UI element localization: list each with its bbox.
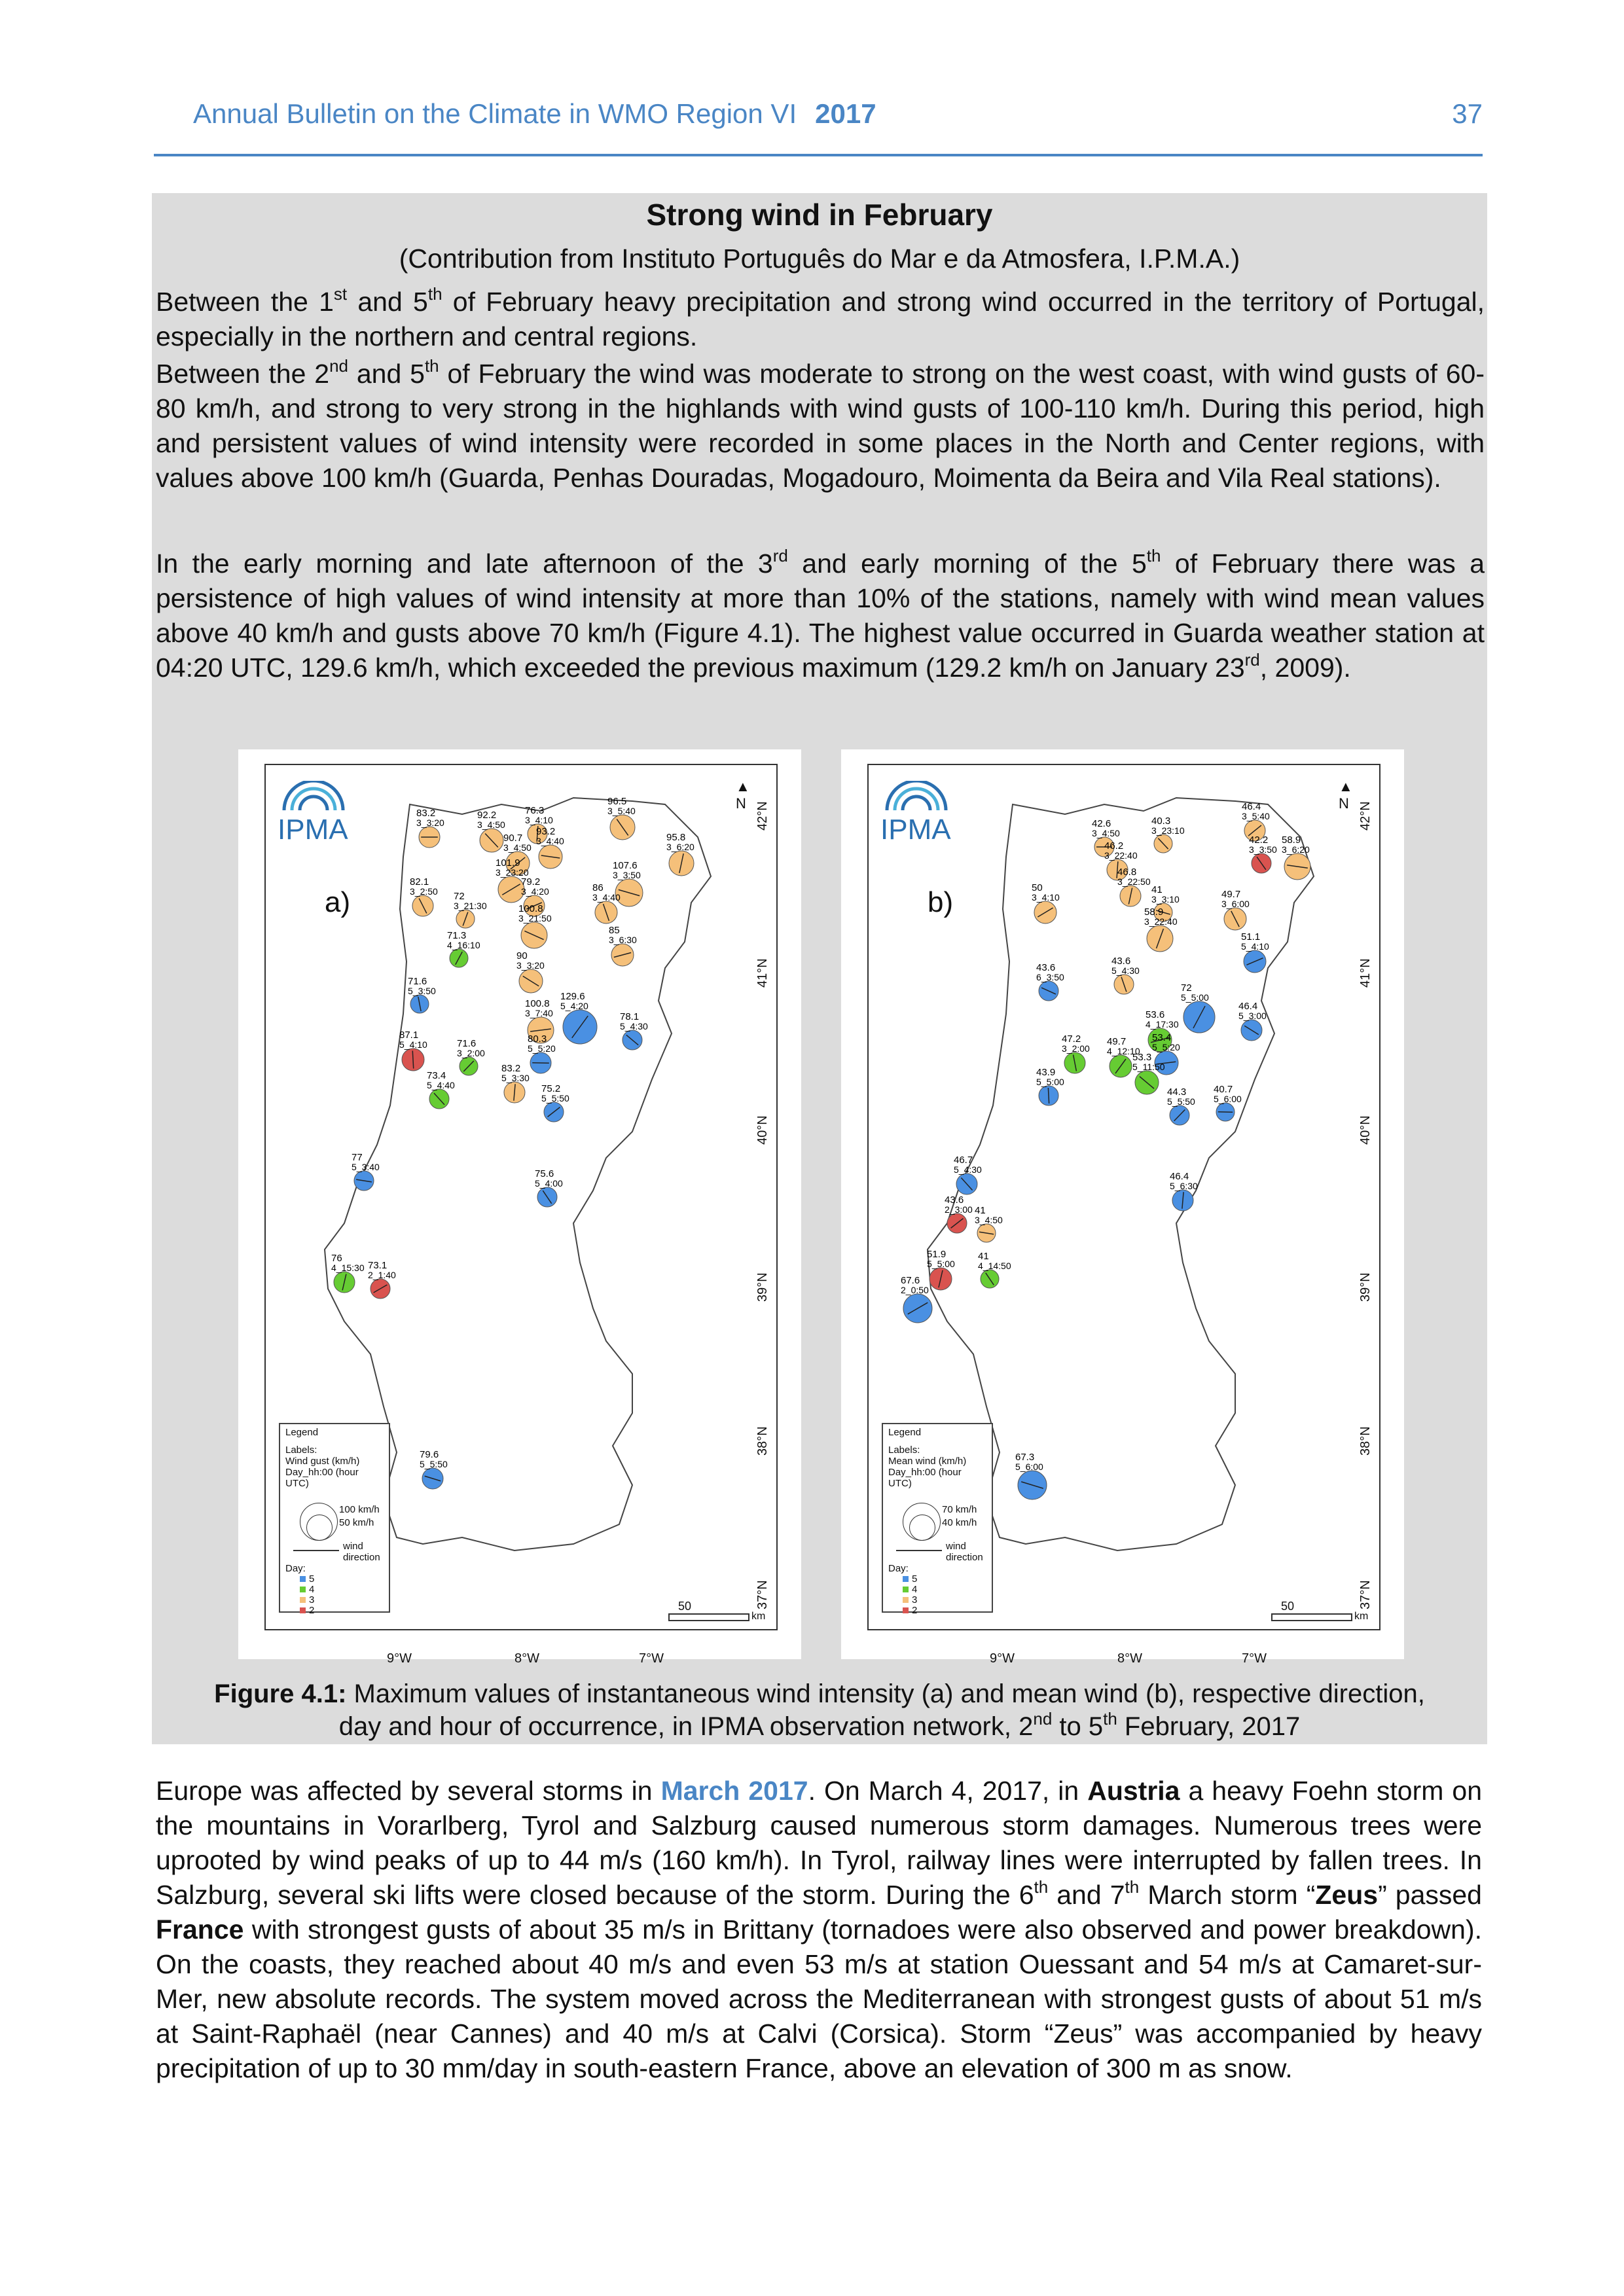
station-value-label: 80.3 — [528, 1033, 547, 1045]
station-time-label: 5_11:50 — [1132, 1062, 1165, 1072]
station-value-label: 83.2 — [501, 1063, 521, 1074]
station-time-label: 4_15:30 — [331, 1263, 365, 1273]
station-time-label: 2_1:40 — [368, 1270, 396, 1280]
station-value-label: 76.3 — [525, 805, 545, 816]
station-value-label: 40.7 — [1214, 1084, 1233, 1095]
station-time-label: 3_2:00 — [457, 1048, 485, 1058]
box-paragraph-2: Between the 2nd and 5th of February the wind was moderate to strong on the west coast, with wind gusts of 60-80 km/h, and strong to very strong in the highlands with wind gusts of 100-110 km/h. During this period, high and persistent values of wind intensity were recorded in some places in the North and Center regions, with values above 100 km/h (Guarda, Penhas Douradas, Mogadouro, Moimenta da Beira and Vila Real stations). — [156, 356, 1485, 493]
station-time-label: 4_16:10 — [447, 940, 480, 950]
station-value-label: 46.8 — [1117, 867, 1137, 878]
station-time-label: 5_5:20 — [1152, 1042, 1180, 1052]
station-time-label: 3_6:00 — [1221, 899, 1250, 909]
station-time-label: 3_6:30 — [609, 935, 637, 945]
station-value-label: 101.9 — [496, 857, 520, 869]
station-time-label: 5_3:00 — [1238, 1011, 1267, 1021]
header-title: Annual Bulletin on the Climate in WMO Region VI 2017 — [193, 98, 876, 129]
scale-unit: km — [1354, 1611, 1369, 1622]
ipma-logo-arcs — [278, 781, 350, 814]
station-time-label: 5_5:20 — [528, 1043, 556, 1054]
station-value-label: 71.3 — [447, 930, 467, 941]
figure-caption: Figure 4.1: Maximum values of instantaneous wind intensity (a) and mean wind (b), respective direction, day and hour of occurrence, in IPMA observation network, 2nd to 5th February, 2017 — [214, 1679, 1425, 1741]
map-figure-a — [238, 749, 801, 1666]
station-time-label: 3_4:50 — [477, 819, 505, 830]
station-time-label: 2_3:00 — [945, 1204, 973, 1215]
station-value-label: 51.9 — [927, 1249, 947, 1260]
station-time-label: 3_22:40 — [1104, 850, 1138, 861]
station-time-label: 6_3:50 — [1036, 972, 1064, 982]
lon-label: 8°W — [1117, 1651, 1142, 1666]
station-time-label: 5_4:10 — [1241, 941, 1269, 952]
ipma-logo-text: IPMA — [278, 814, 348, 846]
map-legend: Legend Labels: Wind gust (km/h) Day_hh:00 (hour UTC) 100 km/h 50 km/h wind direction Day: 5 4 3 2 — [279, 1423, 390, 1613]
station-time-label: 3_3:10 — [1151, 894, 1180, 905]
station-time-label: 5_6:00 — [1015, 1462, 1043, 1472]
lat-label: 42°N — [755, 801, 770, 831]
scale-value: 50 — [678, 1600, 692, 1613]
station-value-label: 43.9 — [1036, 1067, 1056, 1078]
lat-label: 37°N — [755, 1580, 770, 1609]
station-value-label: 100.8 — [525, 998, 550, 1009]
station-time-label: 5_5:00 — [927, 1259, 955, 1269]
station-time-label: 4_14:50 — [978, 1261, 1011, 1271]
station-time-label: 3_2:00 — [1062, 1043, 1090, 1054]
lat-label: 39°N — [755, 1272, 770, 1302]
station-value-label: 73.1 — [368, 1260, 388, 1271]
station-time-label: 5_5:50 — [420, 1459, 448, 1469]
station-time-label: 5_4:30 — [620, 1021, 648, 1031]
page-header — [154, 92, 1483, 157]
header-year: 2017 — [815, 98, 876, 129]
station-value-label: 92.2 — [477, 810, 497, 821]
lat-label: 40°N — [755, 1115, 770, 1145]
station-time-label: 3_21:30 — [454, 901, 487, 911]
station-value-label: 72 — [454, 891, 465, 902]
station-value-label: 44.3 — [1167, 1086, 1187, 1098]
station-time-label: 5_5:50 — [1167, 1096, 1195, 1107]
station-value-label: 93.2 — [536, 826, 556, 837]
station-value-label: 42.2 — [1249, 834, 1269, 846]
station-value-label: 43.6 — [1036, 962, 1056, 973]
lon-label: 9°W — [387, 1651, 412, 1666]
station-time-label: 5_4:10 — [399, 1039, 427, 1050]
lat-label: 40°N — [1358, 1115, 1373, 1145]
station-value-label: 58.9 — [1282, 834, 1301, 846]
station-value-label: 47.2 — [1062, 1033, 1081, 1045]
scale-bar — [1271, 1613, 1352, 1621]
station-time-label: 5_4:40 — [427, 1080, 455, 1090]
panel-letter: b) — [928, 886, 954, 918]
station-value-label: 79.2 — [521, 876, 541, 888]
station-value-label: 67.6 — [901, 1275, 920, 1286]
station-value-label: 75.2 — [541, 1083, 561, 1094]
box-title: Strong wind in February — [646, 198, 993, 232]
station-value-label: 46.7 — [954, 1155, 973, 1166]
station-time-label: 5_3:40 — [352, 1162, 380, 1172]
feature-box — [152, 193, 1487, 1744]
station-value-label: 83.2 — [416, 808, 436, 819]
station-value-label: 76 — [331, 1253, 342, 1264]
station-value-label: 87.1 — [399, 1030, 419, 1041]
box-paragraph-1: Between the 1st and 5th of February heavy precipitation and strong wind occurred in the territory of Portugal, especially in the northern and central regions. — [156, 284, 1485, 351]
lat-label: 39°N — [1358, 1272, 1373, 1302]
station-time-label: 5_4:20 — [560, 1001, 588, 1011]
station-time-label: 5_6:00 — [1214, 1094, 1242, 1104]
lat-label: 42°N — [1358, 801, 1373, 831]
station-value-label: 129.6 — [560, 991, 585, 1002]
station-time-label: 3_6:20 — [1282, 844, 1310, 855]
station-time-label: 3_22:40 — [1144, 916, 1178, 927]
station-time-label: 5_4:00 — [535, 1178, 563, 1189]
station-time-label: 3_4:10 — [1032, 892, 1060, 903]
ipma-logo — [880, 781, 952, 846]
scale-bar — [668, 1613, 749, 1621]
scale-value: 50 — [1281, 1600, 1295, 1613]
station-value-label: 43.6 — [1111, 956, 1131, 967]
station-value-label: 49.7 — [1221, 889, 1241, 900]
lat-label: 38°N — [1358, 1426, 1373, 1456]
station-time-label: 3_5:40 — [607, 806, 636, 816]
station-time-label: 3_3:50 — [613, 870, 641, 880]
station-value-label: 77 — [352, 1152, 363, 1163]
station-value-label: 67.3 — [1015, 1452, 1035, 1463]
north-arrow-icon: ▲ N — [736, 778, 750, 812]
station-value-label: 90.7 — [503, 833, 523, 844]
station-value-label: 46.4 — [1242, 801, 1261, 812]
lon-label: 7°W — [1242, 1651, 1267, 1666]
station-value-label: 96.5 — [607, 796, 627, 807]
station-time-label: 4_12:10 — [1107, 1046, 1140, 1056]
map-figure-b — [841, 749, 1404, 1666]
station-value-label: 41 — [975, 1205, 986, 1216]
station-time-label: 5_4:30 — [1111, 965, 1140, 976]
station-value-label: 86 — [592, 882, 604, 893]
station-time-label: 5_5:50 — [541, 1093, 569, 1103]
station-time-label: 3_2:50 — [410, 886, 438, 897]
box-paragraph-3: In the early morning and late afternoon of the 3rd and early morning of the 5th of February there was a persistence of high values of wind intensity at more than 10% of the stations, namely with wind mean values above 40 km/h and gusts above 70 km/h (Figure 4.1). The highest value occurred in Guarda weather station at 04:20 UTC, 129.6 km/h, which exceeded the previous maximum (129.2 km/h on January 23rd, 2009). — [156, 546, 1485, 683]
station-time-label: 5_6:30 — [1170, 1181, 1198, 1191]
station-value-label: 46.4 — [1238, 1001, 1258, 1012]
scale-unit: km — [751, 1611, 766, 1622]
station-value-label: 82.1 — [410, 876, 429, 888]
station-time-label: 5_4:30 — [954, 1164, 982, 1175]
station-time-label: 5_3:30 — [501, 1073, 530, 1083]
station-value-label: 78.1 — [620, 1011, 640, 1022]
station-value-label: 73.4 — [427, 1070, 446, 1081]
station-time-label: 3_4:50 — [503, 842, 532, 853]
station-value-label: 53.3 — [1132, 1052, 1152, 1063]
station-time-label: 3_4:40 — [592, 892, 621, 903]
ipma-logo-text: IPMA — [880, 814, 951, 846]
station-time-label: 3_22:50 — [1117, 876, 1151, 887]
station-value-label: 49.7 — [1107, 1036, 1127, 1047]
lat-label: 38°N — [755, 1426, 770, 1456]
size-circle-small — [306, 1515, 333, 1541]
station-time-label: 4_17:30 — [1146, 1019, 1179, 1030]
station-value-label: 100.8 — [518, 903, 543, 914]
station-time-label: 3_23:10 — [1151, 825, 1185, 836]
station-value-label: 41 — [978, 1251, 989, 1262]
station-time-label: 3_3:20 — [416, 817, 444, 828]
station-time-label: 3_4:10 — [525, 815, 553, 825]
lon-label: 9°W — [990, 1651, 1015, 1666]
station-time-label: 5_3:50 — [408, 986, 436, 996]
station-value-label: 107.6 — [613, 860, 638, 871]
station-time-label: 3_4:40 — [536, 836, 564, 846]
station-value-label: 42.6 — [1092, 818, 1111, 829]
station-value-label: 51.1 — [1241, 931, 1261, 942]
lon-label: 8°W — [514, 1651, 539, 1666]
wind-direction-arrow-icon — [896, 1550, 942, 1551]
highlight-month: March 2017 — [660, 1776, 808, 1806]
station-time-label: 3_5:40 — [1242, 811, 1270, 821]
wind-direction-arrow-icon — [293, 1550, 339, 1551]
header-rule — [154, 154, 1483, 156]
lat-label: 41°N — [1358, 958, 1373, 988]
station-time-label: 3_7:40 — [525, 1008, 553, 1018]
box-subtitle: (Contribution from Instituto Português do Mar e da Atmosfera, I.P.M.A.) — [399, 243, 1240, 274]
station-time-label: 3_23:20 — [496, 867, 529, 878]
station-time-label: 3_3:50 — [1249, 844, 1277, 855]
station-value-label: 46.2 — [1104, 840, 1124, 852]
body-paragraph: Europe was affected by several storms in March 2017. On March 4, 2017, in Austria a heavy Foehn storm on the mountains in Vorarlberg, Tyrol and Salzburg caused numerous storm damages. Numerous trees were uprooted by wind peaks of up to 44 m/s (160 km/h). In Tyrol, railway lines were interrupted by fallen trees. In Salzburg, several ski lifts were closed because of the storm. During the 6th and 7th March storm “Zeus” passed France with strongest gusts of about 35 m/s in Brittany (tornadoes were also observed and power breakdown). On the coasts, they reached about 40 m/s and even 53 m/s at station Ouessant and 54 m/s at Camaret-sur-Mer, new absolute records. The system moved across the Mediterranean with strongest gusts of about 51 m/s at Saint-Raphaël (near Cannes) and 40 m/s at Calvi (Corsica). Storm “Zeus” was accompanied by heavy precipitation of up to 30 mm/day in south-eastern France, above an elevation of 300 m as snow. — [156, 1776, 1483, 2083]
station-value-label: 71.6 — [457, 1038, 477, 1049]
ipma-logo-arcs — [880, 781, 952, 814]
station-time-label: 3_6:20 — [666, 842, 695, 852]
lat-label: 37°N — [1358, 1580, 1373, 1609]
station-value-label: 43.6 — [945, 1194, 964, 1206]
station-value-label: 71.6 — [408, 976, 427, 987]
station-value-label: 41 — [1151, 884, 1163, 895]
station-time-label: 5_5:00 — [1036, 1077, 1064, 1087]
station-value-label: 46.4 — [1170, 1171, 1189, 1182]
station-value-label: 85 — [609, 925, 620, 936]
station-time-label: 2_0:50 — [901, 1285, 929, 1295]
lat-label: 41°N — [755, 958, 770, 988]
station-value-label: 95.8 — [666, 832, 686, 843]
station-time-label: 3_4:50 — [1092, 828, 1120, 838]
station-value-label: 53.4 — [1152, 1032, 1172, 1043]
station-time-label: 5_5:00 — [1181, 992, 1209, 1003]
station-value-label: 53.6 — [1146, 1009, 1165, 1020]
station-value-label: 58.9 — [1144, 906, 1164, 918]
station-value-label: 40.3 — [1151, 816, 1171, 827]
map-frame — [264, 764, 778, 1666]
station-value-label: 50 — [1032, 882, 1043, 893]
station-time-label: 3_21:50 — [518, 913, 552, 924]
map-legend: Legend Labels: Mean wind (km/h) Day_hh:00 (hour UTC) 70 km/h 40 km/h wind direction Day: 5 4 3 2 — [882, 1423, 993, 1613]
station-value-label: 79.6 — [420, 1449, 439, 1460]
page-number: 37 — [1452, 98, 1483, 129]
station-time-label: 3_4:50 — [975, 1215, 1003, 1225]
ipma-logo — [278, 781, 350, 846]
size-circle-small — [909, 1515, 935, 1541]
station-value-label: 90 — [516, 950, 528, 961]
station-time-label: 3_3:20 — [516, 960, 545, 971]
station-value-label: 72 — [1181, 982, 1192, 994]
map-frame — [867, 764, 1380, 1666]
station-marker — [901, 1275, 932, 1323]
lon-label: 7°W — [639, 1651, 664, 1666]
station-value-label: 75.6 — [535, 1168, 554, 1179]
north-arrow-icon: ▲ N — [1339, 778, 1353, 812]
panel-letter: a) — [325, 886, 351, 918]
station-time-label: 3_4:20 — [521, 886, 549, 897]
